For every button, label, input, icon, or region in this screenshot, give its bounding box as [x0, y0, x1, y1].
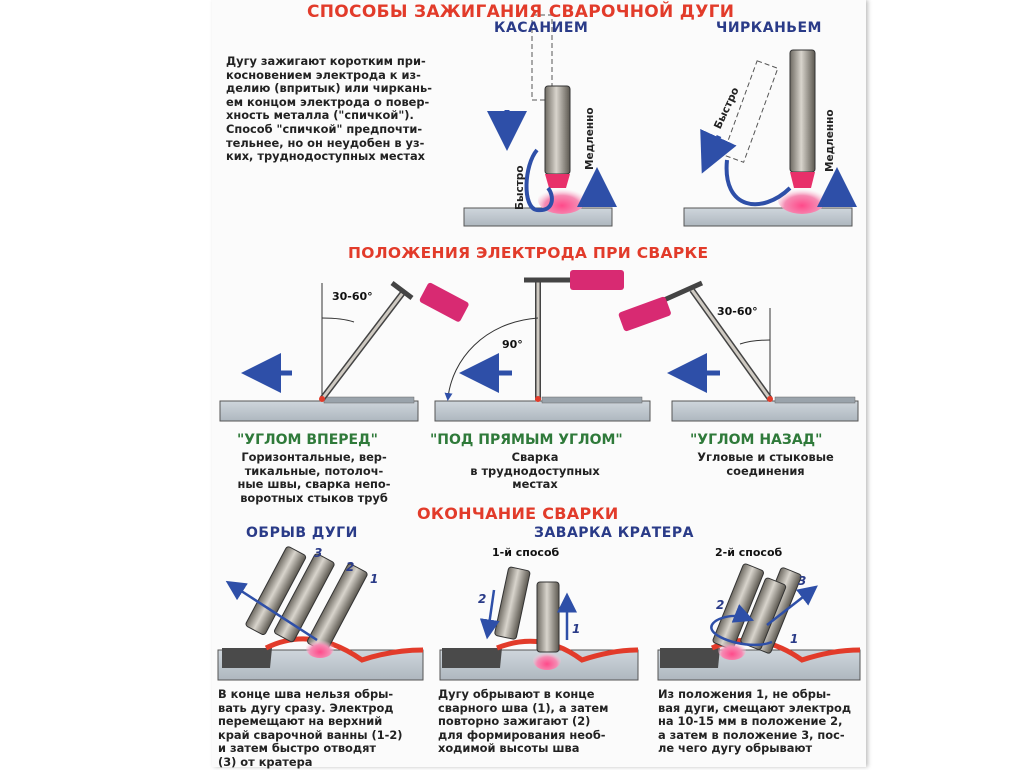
desc-line: повторно зажигают (2) — [438, 714, 591, 729]
desc-line: (3) от кратера — [218, 754, 313, 769]
break-description — [218, 688, 403, 770]
crater-method1-diagram — [440, 567, 638, 680]
electrode-tip — [545, 174, 570, 188]
desc-line: ходимой высоты шва — [438, 741, 580, 756]
right-angle-diagram — [435, 270, 650, 421]
break-num-1: 1 — [370, 572, 379, 586]
desc-line: перемещают на верхний — [218, 714, 383, 729]
break-num-3: 3 — [314, 546, 323, 560]
desc-line: Дугу обрывают в конце — [438, 687, 595, 701]
desc-line: воротных стыков труб — [240, 490, 388, 505]
break-num-2: 2 — [346, 560, 355, 574]
m1-num-1: 1 — [572, 622, 581, 636]
intro-line: косновением электрода к из- — [226, 67, 421, 82]
desc-line: край сварочной ванны (1-2) — [218, 727, 403, 742]
fast-arrow-icon — [708, 136, 719, 160]
m1-num-2: 2 — [478, 592, 487, 606]
crater-method2-diagram — [658, 563, 860, 680]
weld-bead — [542, 397, 642, 403]
page-title: СПОСОБЫ ЗАЖИГАНИЯ СВАРОЧНОЙ ДУГИ — [307, 2, 735, 22]
intro-line: ких, труднодоступных местах — [226, 149, 426, 164]
strike-fast-label: Быстро — [712, 85, 742, 132]
desc-line: а затем в положение 3, пос- — [658, 727, 845, 742]
intro-line: ем концом электрода о повер- — [226, 94, 430, 109]
forward-label: "УГЛОМ ВПЕРЕД" — [237, 432, 378, 448]
weld-seam — [222, 648, 272, 668]
weld-seam — [660, 648, 720, 668]
arc-break-label: ОБРЫВ ДУГИ — [246, 525, 358, 541]
desc-line: вая дуги, смещают электрод — [658, 700, 852, 715]
m2-num-1: 1 — [790, 632, 799, 646]
intro-line: делию (впритык) или чиркань- — [226, 81, 432, 96]
electrode — [545, 86, 570, 174]
angle-arc — [740, 340, 770, 344]
holder-grip — [419, 282, 470, 323]
right-description — [440, 451, 630, 492]
method2-label: 2-й способ — [715, 546, 783, 559]
ignition-intro — [226, 55, 432, 164]
metal-plate — [435, 401, 650, 421]
desc-line: в труднодоступных — [470, 463, 600, 478]
method1-description — [438, 688, 608, 756]
desc-line: тикальные, потолоч- — [244, 463, 384, 478]
intro-line: Способ "спичкой" предпочти- — [226, 121, 423, 136]
desc-line: и затем быстро отводят — [218, 741, 376, 756]
method2-description — [658, 688, 851, 756]
desc-line: Горизонтальные, вер- — [241, 450, 387, 464]
weld-bead — [324, 397, 414, 403]
intro-line: тельнее, но он неудобен в уз- — [226, 135, 425, 150]
desc-line: вать дугу сразу. Электрод — [218, 700, 394, 715]
weld-bead — [775, 397, 855, 403]
desc-line: Из положения 1, не обры- — [658, 687, 831, 701]
forward-description — [224, 451, 404, 505]
positions-title: ПОЛОЖЕНИЯ ЭЛЕКТРОДА ПРИ СВАРКЕ — [348, 244, 709, 262]
page-sheet — [212, 0, 866, 767]
touch-fast-label: Быстро — [514, 165, 526, 210]
m2-num-3: 3 — [798, 574, 807, 588]
m2-num-2: 2 — [716, 598, 725, 612]
metal-plate — [220, 401, 418, 421]
desc-line: сварного шва (1), а затем — [438, 700, 609, 715]
arc-break-diagram — [218, 546, 423, 680]
right-angle-value: 90° — [502, 338, 523, 351]
electrode — [790, 50, 815, 172]
crater-label: ЗАВАРКА КРАТЕРА — [534, 525, 694, 541]
desc-line: В конце шва нельзя обры- — [218, 687, 394, 701]
back-angle-value: 30-60° — [717, 305, 758, 318]
strike-slow-label: Медленно — [824, 109, 836, 172]
backward-angle-diagram — [618, 283, 858, 421]
electrode-tip — [790, 172, 815, 188]
desc-line: ле чего дугу обрывают — [658, 741, 813, 756]
angle-arc — [322, 318, 354, 322]
angle-arc — [448, 318, 538, 398]
forward-angle-value: 30-60° — [332, 290, 373, 303]
intro-line: хность металла ("спичкой"). — [226, 108, 414, 123]
desc-line: местах — [512, 477, 558, 492]
strike-curve — [727, 160, 790, 204]
down-arrow-icon — [488, 590, 494, 632]
desc-line: соединения — [726, 463, 805, 478]
electrode-pos-1 — [537, 582, 559, 652]
method1-label: 1-й способ — [492, 546, 560, 559]
desc-line: для формирования необ- — [438, 727, 606, 742]
metal-plate — [684, 208, 852, 226]
desc-line: на 10-15 мм в положение 2, — [658, 714, 843, 729]
intro-line: Дугу зажигают коротким при- — [226, 54, 426, 68]
electrode-pos-2 — [494, 567, 530, 640]
back-label: "УГЛОМ НАЗАД" — [690, 432, 823, 448]
metal-plate — [672, 401, 858, 421]
method-touch-label: КАСАНИЕМ — [494, 20, 589, 36]
method-strike-label: ЧИРКАНЬЕМ — [716, 20, 822, 36]
desc-line: Сварка — [511, 450, 559, 464]
holder-grip — [570, 270, 624, 290]
right-label: "ПОД ПРЯМЫМ УГЛОМ" — [430, 432, 623, 448]
desc-line: ные швы, сварка непо- — [237, 477, 391, 492]
holder-grip — [618, 296, 672, 332]
desc-line: Угловые и стыковые — [697, 450, 834, 464]
ending-title: ОКОНЧАНИЕ СВАРКИ — [417, 504, 619, 523]
weld-seam — [442, 648, 502, 668]
back-description — [678, 451, 853, 478]
touch-slow-label: Медленно — [584, 107, 596, 170]
